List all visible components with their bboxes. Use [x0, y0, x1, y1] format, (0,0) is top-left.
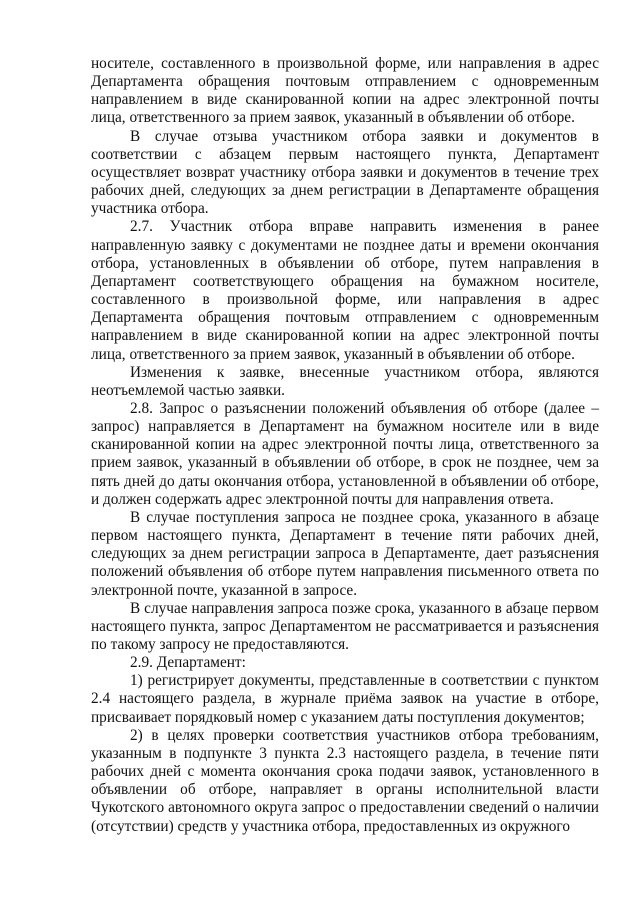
paragraph-changes-integral: Изменения к заявке, внесенные участником отбора, являются неотъемлемой частью заявки. — [91, 363, 599, 399]
paragraph-2-9-item-1: 1) регистрирует документы, представленные в соответствии с пунктом 2.4 настоящего раздела, в журнале приёма заявок на участие в отборе, присваивает порядковый номер с указанием даты поступления документов; — [91, 672, 599, 726]
paragraph-request-late: В случае направления запроса позже срока, указанного в абзаце первом настоящего пункта, запрос Департаментом не рассматривается и разъяснения по такому запросу не предоставляются. — [91, 599, 599, 653]
document-page — [91, 55, 599, 836]
paragraph-2-9: 2.9. Департамент: — [130, 654, 246, 672]
paragraph-request-timely: В случае поступления запроса не позднее срока, указанного в абзаце первом настоящего пункта, Департамент в течение пяти рабочих дней, следующих за днем регистрации запроса в Департаменте, дает разъяснения положений объявления об отборе путем направления письменного ответа по электронной почте, указанной в запросе. — [91, 508, 599, 599]
paragraph-2-8: 2.8. Запрос о разъяснении положений объявления об отборе (далее – запрос) направляется в Департамент на бумажном носителе или в виде сканированной копии на адрес электронной почты лица, ответственного за прием заявок, указанный в объявлении об отборе, в срок не позднее, чем за пять дней до даты окончания отбора, установленной в объявлении об отборе, и должен содержать адрес электронной почты для направления ответа. — [91, 399, 599, 508]
paragraph-2-7: 2.7. Участник отбора вправе направить изменения в ранее направленную заявку с документами не позднее даты и времени окончания отбора, установленных в объявлении об отборе, путем направления в Департамент соответствующего обращения на бумажном носителе, составленного в произвольной форме, или направления в адрес Департамента обращения почтовым отправлением с одновременным направлением в виде сканированной копии на адрес электронной почты лица, ответственного за прием заявок, указанный в объявлении об отборе. — [91, 218, 599, 363]
paragraph-withdrawal-return: В случае отзыва участником отбора заявки и документов в соответствии с абзацем первым настоящего пункта, Департамент осуществляет возврат участнику отбора заявки и документов в течение трех рабочих дней, следующих за днем регистрации в Департаменте обращения участника отбора. — [91, 127, 599, 218]
paragraph-continuation: носителе, составленного в произвольной форме, или направления в адрес Департамента обращения почтовым отправлением с одновременным направлением в виде сканированной копии на адрес электронной почты лица, ответственного за прием заявок, указанный в объявлении об отборе. — [91, 55, 599, 127]
paragraph-2-9-item-2: 2) в целях проверки соответствия участников отбора требованиям, указанным в подпункте 3 пункта 2.3 настоящего раздела, в течение пяти рабочих дней с момента окончания срока подачи заявок, установленного в объявлении об отборе, направляет в органы исполнительной власти Чукотского автономного округа запрос о предоставлении сведений о наличии (отсутствии) средств у участника отбора, предоставленных из окружного — [91, 726, 599, 835]
